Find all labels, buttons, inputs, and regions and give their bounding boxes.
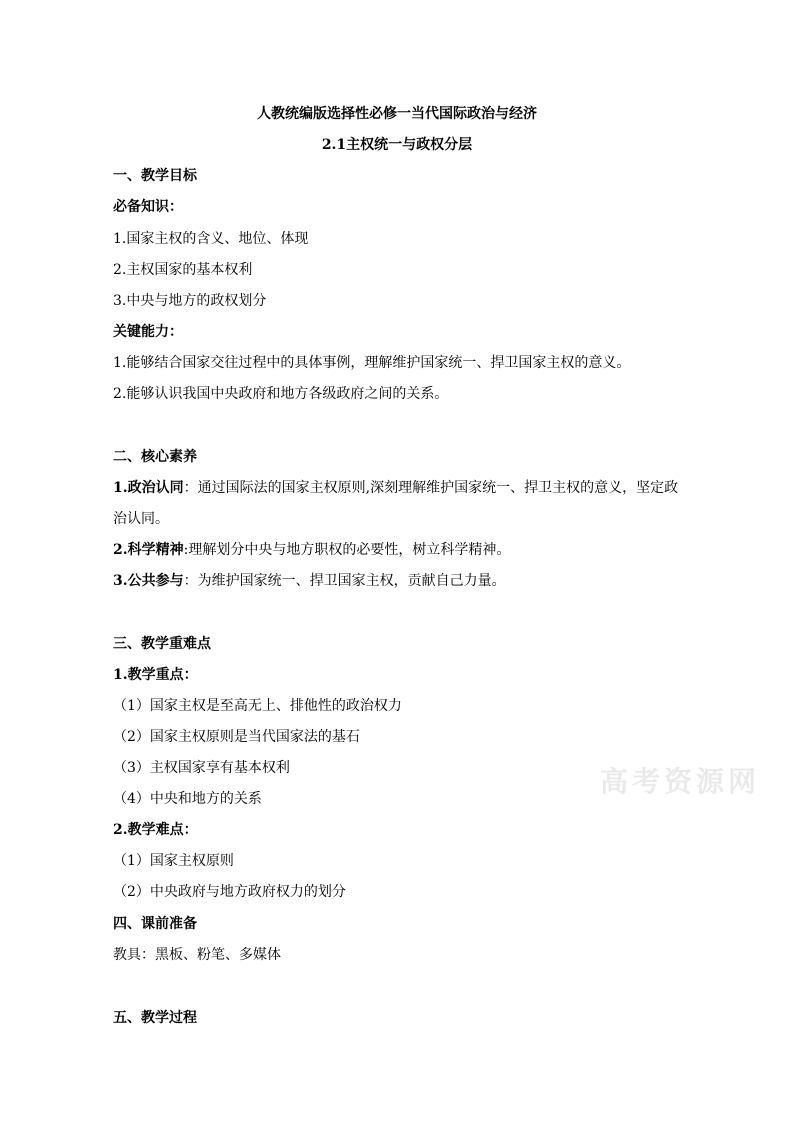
literacy-text: ：为维护国家统一、捍卫国家主权，贡献自己力量。 <box>183 573 506 589</box>
literacy-label: 1.政治认同 <box>113 480 184 496</box>
key-points-label: 1.教学重点： <box>113 667 198 683</box>
literacy-item <box>113 479 678 497</box>
difficult-point-item: （2）中央政府与地方政府权力的划分 <box>113 884 346 900</box>
literacy-item <box>113 541 510 559</box>
literacy-text: :理解划分中央与地方职权的必要性，树立科学精神。 <box>183 542 511 558</box>
section-heading-objectives: 一、教学目标 <box>113 168 197 184</box>
ability-label: 关键能力： <box>113 324 183 340</box>
document-subtitle: 2.1主权统一与政权分层 <box>321 137 473 153</box>
knowledge-item: 2.主权国家的基本权利 <box>113 262 253 278</box>
knowledge-item: 1.国家主权的含义、地位、体现 <box>113 231 309 247</box>
key-point-item: （3）主权国家享有基本权利 <box>113 760 290 776</box>
key-point-item: （4）中央和地方的关系 <box>113 791 262 807</box>
literacy-label: 3.公共参与 <box>113 573 184 589</box>
ability-item: 1.能够结合国家交往过程中的具体事例，理解维护国家统一、捍卫国家主权的意义。 <box>113 355 631 371</box>
section-heading-core-literacy: 二、核心素养 <box>113 449 197 465</box>
literacy-item <box>113 572 506 590</box>
key-point-item: （1）国家主权是至高无上、排他性的政治权力 <box>113 698 402 714</box>
section-heading-process: 五、教学过程 <box>113 1010 197 1026</box>
literacy-label: 2.科学精神 <box>113 542 184 558</box>
document-title: 人教统编版选择性必修一当代国际政治与经济 <box>257 106 537 122</box>
ability-item: 2.能够认识我国中央政府和地方各级政府之间的关系。 <box>113 386 449 402</box>
literacy-text: ：通过国际法的国家主权原则,深刻理解维护国家统一、捍卫主权的意义，坚定政 <box>183 480 679 496</box>
difficult-points-label: 2.教学难点： <box>113 822 198 838</box>
literacy-continuation: 治认同。 <box>113 511 169 527</box>
difficult-point-item: （1）国家主权原则 <box>113 853 234 869</box>
section-heading-key-difficult: 三、教学重难点 <box>113 636 211 652</box>
watermark: 高考资源网 <box>600 765 761 798</box>
knowledge-label: 必备知识： <box>113 199 183 215</box>
section-heading-preparation: 四、课前准备 <box>113 916 197 932</box>
knowledge-item: 3.中央与地方的政权划分 <box>113 293 267 309</box>
preparation-text: 教具：黑板、粉笔、多媒体 <box>113 947 281 963</box>
key-point-item: （2）国家主权原则是当代国家法的基石 <box>113 729 360 745</box>
